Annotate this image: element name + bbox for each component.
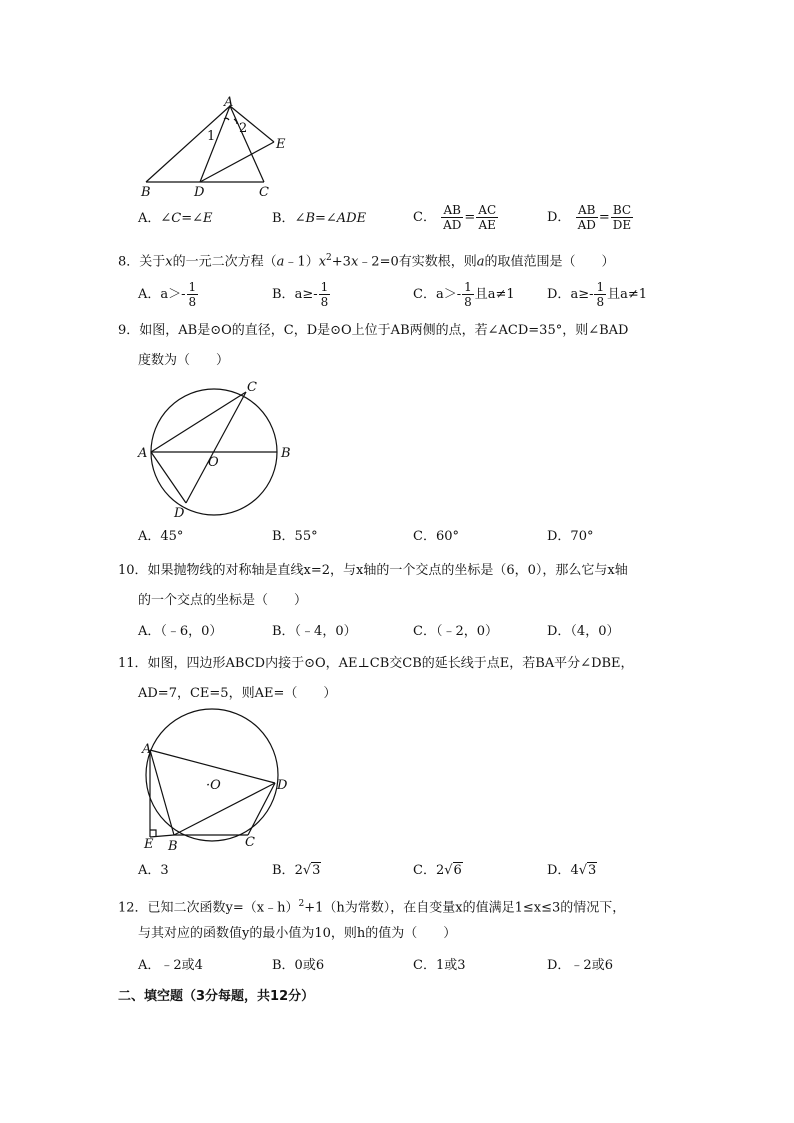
q8-option-c: C．a＞- $\frac{1}{8}$ 且a≠1 — [413, 280, 515, 309]
figure-q9 — [136, 378, 296, 520]
q9-stem-line2: 度数为（ ） — [138, 353, 230, 368]
fig7-label-e: E — [276, 137, 286, 152]
q11-option-c: C．2√6 — [413, 863, 462, 878]
q12-option-a: A．﹣2或4 — [138, 958, 203, 973]
q11-stem-line1: 11．如图，四边形ABCD内接于⊙O，AE⊥CB交CB的延长线于点E，若BA平分∠DBE， — [118, 656, 634, 671]
q8-option-a: A．a＞- $\frac{1}{8}$ — [138, 280, 197, 309]
q11-stem-line2: AD=7，CE=5，则AE=（ ） — [138, 686, 337, 701]
figure-q11 — [136, 708, 296, 854]
fig9-label-b: B — [281, 446, 291, 461]
q7-option-b: B．∠B=∠ADE — [272, 211, 367, 226]
fig9-label-d: D — [174, 506, 185, 520]
q7-option-a: A．∠C=∠E — [138, 211, 213, 226]
q9-option-c: C．60° — [413, 529, 459, 544]
q10-stem-line1: 10．如果抛物线的对称轴是直线x=2，与x轴的一个交点的坐标是（6，0），那么它与x轴 — [118, 563, 628, 578]
fig7-angle-1: 1 — [207, 129, 216, 144]
q9-stem-line1: 9．如图，AB是⊙O的直径，C，D是⊙O上位于AB两侧的点，若∠ACD=35°，则∠BAD — [118, 323, 629, 338]
q10-option-c: C．（﹣2，0） — [413, 624, 498, 639]
q12-option-c: C．1或3 — [413, 958, 466, 973]
q12-stem-line2: 与其对应的函数值y的最小值为10，则h的值为（ ） — [138, 926, 457, 941]
fig11-label-d: D — [277, 778, 288, 793]
q9-option-b: B．55° — [272, 529, 318, 544]
fraction: $\frac{AB}{AD}$ — [443, 203, 462, 232]
fig11-label-e: E — [144, 837, 154, 852]
q12-stem-line1: 12．已知二次函数y=（x﹣h）$^2$+1（h为常数），在自变量x的值满足1≤x≤3的情况下， — [118, 899, 626, 916]
q8-option-b: B．a≥- $\frac{1}{8}$ — [272, 280, 329, 309]
q10-option-a: A．（﹣6，0） — [138, 624, 223, 639]
figure-q7 — [130, 94, 300, 204]
fig11-label-b: B — [168, 839, 178, 854]
q12-option-d: D．﹣2或6 — [547, 958, 613, 973]
fig11-label-o: ·O — [206, 778, 221, 793]
fig7-label-c: C — [259, 185, 269, 200]
fraction: $\frac{BC}{DE}$ — [612, 203, 632, 232]
q11-option-d: D．4√3 — [547, 863, 597, 878]
fraction: $\frac{1}{8}$ — [188, 280, 197, 309]
fig7-angle-2: 2 — [239, 121, 248, 136]
q10-stem-line2: 的一个交点的坐标是（ ） — [138, 593, 308, 608]
q10-option-b: B．（﹣4，0） — [272, 624, 357, 639]
q9-option-d: D．70° — [547, 529, 594, 544]
q8-stem: 8．关于x的一元二次方程$(a﹣1)x^2+3x﹣2=0$有实数根，则a的取值范围是（ ） — [118, 253, 615, 270]
q12-option-b: B．0或6 — [272, 958, 325, 973]
fig11-label-a: A — [142, 742, 152, 757]
fig9-label-c: C — [247, 380, 257, 395]
section-heading-fill-in: 二、填空题（3分每题，共12分） — [118, 989, 315, 1004]
fig7-label-b: B — [141, 185, 151, 200]
q11-option-b: B．2√3 — [272, 863, 321, 878]
fig7-label-a: A — [224, 95, 234, 110]
q7-option-c: C． $\frac{AB}{AD}$ = $\frac{AC}{AE}$ — [413, 203, 497, 232]
fraction: $\frac{1}{8}$ — [596, 280, 605, 309]
q8-option-d: D．a≥- $\frac{1}{8}$ 且a≠1 — [547, 280, 648, 309]
fig9-label-o: O — [208, 455, 219, 470]
q10-option-d: D．（4，0） — [547, 624, 620, 639]
fraction: $\frac{AC}{AE}$ — [478, 203, 497, 232]
fraction: $\frac{1}{8}$ — [464, 280, 472, 309]
fig11-label-c: C — [245, 835, 255, 850]
fig7-label-d: D — [194, 185, 205, 200]
q11-option-a: A．3 — [138, 863, 169, 878]
q9-option-a: A．45° — [138, 529, 184, 544]
fraction: $\frac{AB}{AD}$ — [577, 203, 596, 232]
q7-option-d: D． $\frac{AB}{AD}$ = $\frac{BC}{DE}$ — [547, 203, 632, 232]
fig9-label-a: A — [138, 446, 148, 461]
fraction: $\frac{1}{8}$ — [320, 280, 329, 309]
